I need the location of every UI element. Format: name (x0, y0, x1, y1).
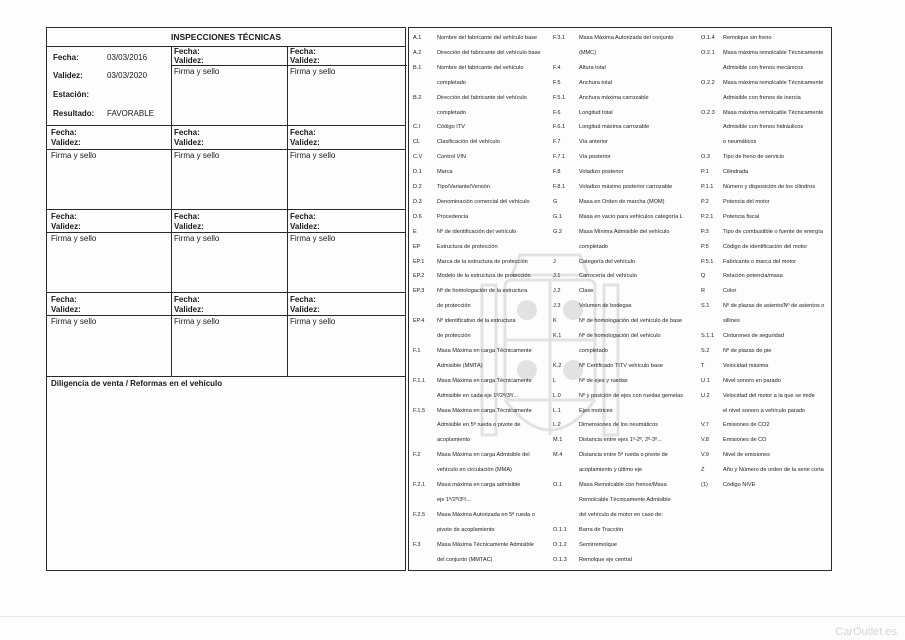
slot-fecha-label: Fecha: (174, 47, 200, 56)
legend-code: K (553, 318, 557, 325)
legend-code: P.2 (701, 198, 709, 205)
slot-fecha-label: Fecha: (174, 212, 200, 221)
validez-label: Validez: (53, 71, 83, 80)
legend-code: A.2 (413, 49, 422, 56)
legend-code: R (701, 288, 706, 295)
legend-code: O.2.3 (701, 109, 715, 116)
col-divider (171, 46, 172, 376)
legend-code: O.3 (701, 154, 711, 161)
slot-fecha-label: Fecha: (51, 128, 77, 137)
legend-code: P.5.1 (701, 258, 714, 265)
slot-validez-label: Validez: (51, 222, 81, 231)
legend-text: Distancia entre ejes 1º-2º, 2º-3º... (579, 437, 662, 444)
legend-code: O.1.2 (553, 541, 567, 548)
legend-text: Volumen de bodegas (579, 303, 632, 310)
legend-text: Código de identificación del motor (723, 243, 808, 250)
legend-text: o neumáticos (723, 139, 757, 146)
legend-code: F.8.1 (553, 184, 566, 190)
diligencia-title: Diligencia de venta / Reformas en el vehículo (51, 379, 223, 388)
legend-code: O.1 (553, 482, 563, 488)
legend-text: Masa máxima remolcable Técnicamente (723, 109, 824, 116)
legend-text: Masa Máxima Autorizada en 5ª rueda o (437, 511, 535, 518)
slot-header-rule (171, 65, 407, 66)
legend-text: del vehículo de motor en caso de: (579, 511, 663, 518)
slot-fecha-label: Fecha: (290, 212, 316, 221)
slot-signature-label: Firma y sello (174, 234, 220, 243)
legend-code: EP.2 (413, 273, 425, 280)
slot-signature-label: Firma y sello (290, 67, 336, 76)
slot-fecha-label: Fecha: (174, 128, 200, 137)
resultado-label: Resultado: (53, 109, 95, 118)
legend-text: Año y Número de orden de la serie corta (723, 467, 824, 474)
legend-code: F.1.5 (413, 407, 426, 414)
legend-code: V.9 (701, 452, 709, 459)
legend-text: Voladizo máximo posterior carrozable (579, 184, 673, 190)
legend-text: Emisiones de CO (723, 437, 767, 444)
legend-code: P.3 (701, 228, 709, 235)
slot-header-rule (47, 232, 405, 233)
legend-text: Emisiones de CO2 (723, 422, 770, 429)
slot-validez-label: Validez: (290, 222, 320, 231)
legend-text: Masa Máxima Autorizada del conjunto (579, 35, 674, 41)
slot-signature-label: Firma y sello (51, 317, 97, 326)
legend-text: Admisible en 5ª rueda o pivote de (437, 422, 521, 429)
legend-code: F.2.5 (413, 511, 426, 518)
legend-code: L.0 (553, 392, 561, 399)
legend-code: K.1 (553, 333, 562, 339)
legend-text: Masa máxima en carga admisible (437, 482, 521, 488)
legend-code: P.1 (701, 169, 709, 176)
slot-signature-label: Firma y sello (51, 151, 97, 160)
legend-code: D.6 (413, 213, 422, 220)
legend-code: F.1 (413, 347, 421, 354)
legend-text: Fabricante o marca del motor (723, 258, 797, 265)
slot-validez-label: Validez: (290, 56, 320, 65)
legend-code: F.3.1 (553, 35, 566, 41)
legend-code: P.1.1 (701, 184, 714, 190)
legend-code: D.3 (413, 198, 422, 205)
legend-text: acoplamiento y último eje (579, 467, 643, 474)
legend-text: Nombre del fabricante del vehículo (437, 64, 524, 71)
legend-code: U.2 (701, 392, 710, 399)
legend-text: Anchura máxima carrozable (579, 94, 649, 101)
legend-text: Control VIN (437, 154, 466, 161)
legend-text: completado (437, 79, 466, 86)
legend-code: F.2 (413, 452, 421, 459)
legend-text: Categoría del vehículo (579, 258, 635, 265)
slot-fecha-label: Fecha: (290, 128, 316, 137)
slot-validez-label: Validez: (174, 305, 204, 314)
row-divider (47, 125, 405, 126)
legend-text: de protección (437, 333, 471, 339)
legend-code: B.1 (413, 64, 422, 71)
legend-code: L (553, 377, 557, 384)
legend-code: U.1 (701, 377, 710, 384)
legend-text: Nº de identificación del vehículo (437, 228, 517, 235)
legend-code: O.1.4 (701, 35, 715, 41)
legend-text: Nº Certificado TITV vehículo base (579, 362, 664, 369)
legend-code: S.2 (701, 347, 710, 354)
legend-text: vehículo en circulación (MMA) (437, 467, 512, 474)
legend-text: Barra de Tracción (579, 526, 624, 533)
fecha-label: Fecha: (53, 53, 79, 62)
legend-code: G (553, 198, 558, 205)
row-divider (47, 376, 405, 377)
legend-code: EP.1 (413, 258, 425, 265)
legend-text: Tipo/Variante/Versión (437, 184, 490, 190)
slot-validez-label: Validez: (51, 138, 81, 147)
col-divider (287, 46, 288, 376)
legend-text: Masa Máxima en carga Técnicamente (437, 407, 532, 414)
legend-code: Z (701, 467, 705, 474)
legend-text: Nº identificativo de la estructura (437, 318, 516, 325)
legend-text: completado (437, 109, 466, 116)
legend-text: Denominación comercial del vehículo (437, 198, 530, 205)
legend-text: completado (579, 347, 608, 354)
legend-text: pivote de acoplamiento (437, 526, 495, 533)
legend-text: Potencia fiscal (723, 213, 760, 220)
slot-header-rule (47, 149, 405, 150)
legend-text: Altura total (579, 64, 606, 71)
slot-fecha-label: Fecha: (290, 295, 316, 304)
legend-text: Anchura total (579, 79, 612, 86)
legend-text: Remolque eje central (579, 556, 632, 563)
slot-validez-label: Validez: (174, 222, 204, 231)
legend-text: Nº de plazas de pie (723, 347, 772, 354)
row-divider (47, 292, 405, 293)
legend-text: Masa Máxima en carga Admisible del (437, 452, 530, 459)
legend-code: M.4 (553, 452, 563, 459)
legend-text: Masa Máxima Técnicamente Admisible (437, 541, 534, 548)
legend-code: EP.4 (413, 318, 425, 325)
legend-code: L.2 (553, 422, 561, 429)
legend-code: F.7.1 (553, 154, 566, 161)
legend-text: Nº de homologación de la estructura (437, 288, 528, 295)
legend-text: Admisible con frenos de inercia (723, 94, 801, 101)
legend-code: O.2.1 (701, 49, 715, 56)
legend-code: F.4 (553, 64, 561, 71)
slot-signature-label: Firma y sello (174, 317, 220, 326)
legend-text: de protección (437, 303, 471, 310)
codes-legend-panel (408, 27, 832, 571)
legend-code: B.2 (413, 94, 422, 101)
legend-text: Admisible con frenos hidráulicos (723, 124, 804, 131)
legend-text: Nº de homologación del vehículo de base (579, 318, 683, 325)
legend-text: Código NIVE (723, 482, 756, 488)
legend-code: P.2.1 (701, 213, 714, 220)
legend-code: E (413, 228, 417, 235)
legend-code: F.8 (553, 169, 561, 176)
slot-signature-label: Firma y sello (51, 234, 97, 243)
row-divider (47, 209, 405, 210)
legend-code: G.2 (553, 228, 563, 235)
legend-text: Nº y posición de ejes con ruedas gemelas (579, 392, 684, 399)
legend-text: Estructura de protección (437, 243, 498, 250)
legend-text: Vía posterior (579, 154, 611, 161)
legend-text: Modelo de la estructura de protección (437, 273, 531, 280)
slot-header-rule (47, 315, 405, 316)
legend-text: Marca de la estructura de protección (437, 258, 528, 265)
legend-code: J.1 (553, 273, 561, 280)
legend-code: CL (413, 139, 421, 146)
legend-code: V.8 (701, 437, 709, 444)
legend-code: K.2 (553, 362, 562, 369)
legend-text: Color (723, 288, 737, 295)
validez-value: 03/03/2020 (107, 71, 148, 80)
slot-validez-label: Validez: (174, 56, 204, 65)
legend-code: D.1 (413, 169, 422, 176)
legend-text: Remolcable Técnicamente Admisible (579, 496, 671, 503)
slot-fecha-label: Fecha: (174, 295, 200, 304)
legend-code: F.6 (553, 109, 561, 116)
slot-fecha-label: Fecha: (51, 212, 77, 221)
legend-code: J.2 (553, 288, 561, 295)
slot-signature-label: Firma y sello (290, 151, 336, 160)
inspections-panel (46, 27, 406, 571)
legend-code: F.2.1 (413, 482, 426, 488)
legend-code: J (553, 258, 556, 265)
legend-text: Tipo de freno de servicio (723, 154, 785, 161)
legend-text: Masa Mínima Admisible del vehículo (579, 228, 670, 235)
legend-text: el nivel sonoro a vehículo parado (723, 407, 806, 414)
legend-text: Clasificación del vehículo (437, 139, 500, 146)
legend-text: Masa máxima remolcable Técnicamente (723, 79, 824, 86)
watermark: CarOutlet.es (835, 626, 897, 638)
estacion-label: Estación: (53, 90, 90, 99)
legend-text: Nivel sonoro en parado (723, 377, 781, 384)
legend-code: M.1 (553, 437, 563, 444)
legend-text: Admisible en cada eje 1º/2º/3º/... (437, 392, 519, 399)
legend-text: Clase (579, 288, 594, 295)
legend-text: Nombre del fabricante del vehículo base (437, 35, 538, 41)
legend-code: O.1.1 (553, 526, 567, 533)
legend-text: Nº de ejes y ruedas (579, 377, 628, 384)
legend-text: Potencia del motor (723, 198, 770, 205)
legend-code: O.2.2 (701, 79, 715, 86)
legend-text: Masa Máxima en carga Técnicamente (437, 377, 532, 384)
legend-text: Cilindrada (723, 169, 749, 176)
legend-code: F.1.1 (413, 377, 426, 384)
legend-code: A.1 (413, 35, 422, 41)
legend-text: Tipo de combustible o fuente de energía (723, 228, 823, 235)
legend-text: Longitud máxima carrozable (579, 124, 650, 131)
legend-code: G.1 (553, 213, 563, 220)
legend-text: eje 1º/2º/3º/... (437, 496, 471, 503)
legend-code: F.5.1 (553, 94, 566, 101)
legend-text: Masa en Orden de marcha (MOM) (579, 198, 665, 205)
fecha-value: 03/03/2016 (107, 53, 148, 62)
legend-code: F.3 (413, 541, 421, 548)
legend-text: Velocidad máxima (723, 362, 769, 369)
coat-of-arms-seal (480, 235, 620, 470)
legend-text: Marca (437, 169, 453, 176)
legend-text: Longitud total (579, 109, 613, 116)
legend-text: Masa Remolcable con frenos/Masa (579, 482, 667, 488)
legend-text: Semirremolque (579, 541, 617, 548)
legend-text: Admisible (MMTA) (437, 362, 483, 369)
legend-text: Masa máxima remolcable Técnicamente (723, 49, 824, 56)
legend-code: O.1.3 (553, 556, 567, 563)
legend-code: F.6.1 (553, 124, 566, 131)
page-bottom-rule (0, 616, 905, 617)
slot-signature-label: Firma y sello (290, 234, 336, 243)
legend-text: Velocidad del motor a la que se mide (723, 392, 815, 399)
slot-signature-label: Firma y sello (174, 151, 220, 160)
legend-code: J.3 (553, 303, 561, 310)
legend-text: Nivel de emisiones (723, 452, 770, 459)
legend-code: C.I (413, 124, 421, 131)
slot-signature-label: Firma y sello (290, 317, 336, 326)
legend-text: del conjunto (MMTAC) (437, 556, 493, 563)
legend-code: EP.3 (413, 288, 425, 295)
legend-text: Masa en vacío para vehículos categoría L (579, 213, 683, 220)
legend-text: Relación potencia/masa (723, 273, 783, 280)
legend-text: (MMC) (579, 49, 597, 56)
legend-text: Nº de homologación del vehículo (579, 333, 661, 339)
legend-code: T (701, 362, 705, 369)
legend-text: acoplamiento (437, 437, 471, 444)
slot-validez-label: Validez: (174, 138, 204, 147)
legend-code: (1) (701, 482, 708, 488)
legend-code: L.1 (553, 407, 561, 414)
slot-signature-label: Firma y sello (174, 67, 220, 76)
legend-text: Distancia entre 5ª rueda o pivote de (579, 452, 668, 459)
legend-code: S.1.1 (701, 333, 715, 339)
legend-text: completado (579, 243, 608, 250)
legend-code: D.2 (413, 184, 422, 190)
legend-text: Dirección del fabricante del vehículo base (437, 49, 541, 56)
legend-text: Código ITV (437, 124, 465, 131)
legend-text: Dimensiones de los neumáticos (579, 422, 658, 429)
legend-code: S.1 (701, 303, 710, 310)
slot-fecha-label: Fecha: (51, 295, 77, 304)
inspections-title: INSPECCIONES TÉCNICAS (47, 28, 405, 47)
legend-text: Remolque sin freno (723, 35, 772, 41)
legend-text: Nº de plazas de asiento/Nº de asientos o (723, 303, 825, 310)
legend-text: Carrocería del vehículo (579, 273, 637, 280)
slot-validez-label: Validez: (290, 138, 320, 147)
legend-text: Cinturones de seguridad (723, 333, 784, 339)
legend-text: Ejes motrices (579, 407, 613, 414)
legend-text: Masa Máxima en carga Técnicamente (437, 347, 532, 354)
slot-validez-label: Validez: (290, 305, 320, 314)
legend-code: EP (413, 243, 421, 250)
legend-code: C.V (413, 154, 423, 161)
slot-validez-label: Validez: (51, 305, 81, 314)
legend-text: Vía anterior (579, 139, 608, 146)
resultado-value: FAVORABLE (107, 109, 154, 118)
legend-code: F.7 (553, 139, 561, 146)
legend-text: Dirección del fabricante del vehículo (437, 94, 527, 101)
legend-text: Número y disposición de los cilindros (723, 184, 816, 190)
legend-code: Q (701, 273, 706, 280)
legend-code: F.5 (553, 79, 561, 86)
legend-code: V.7 (701, 422, 709, 429)
legend-text: Procedencia (437, 213, 469, 220)
legend-code: P.5 (701, 243, 709, 250)
legend-text: Admisible con frenos mecánicos (723, 64, 804, 71)
legend-text: Voladizo posterior (579, 169, 624, 176)
legend-text: sillines (723, 318, 740, 325)
slot-fecha-label: Fecha: (290, 47, 316, 56)
